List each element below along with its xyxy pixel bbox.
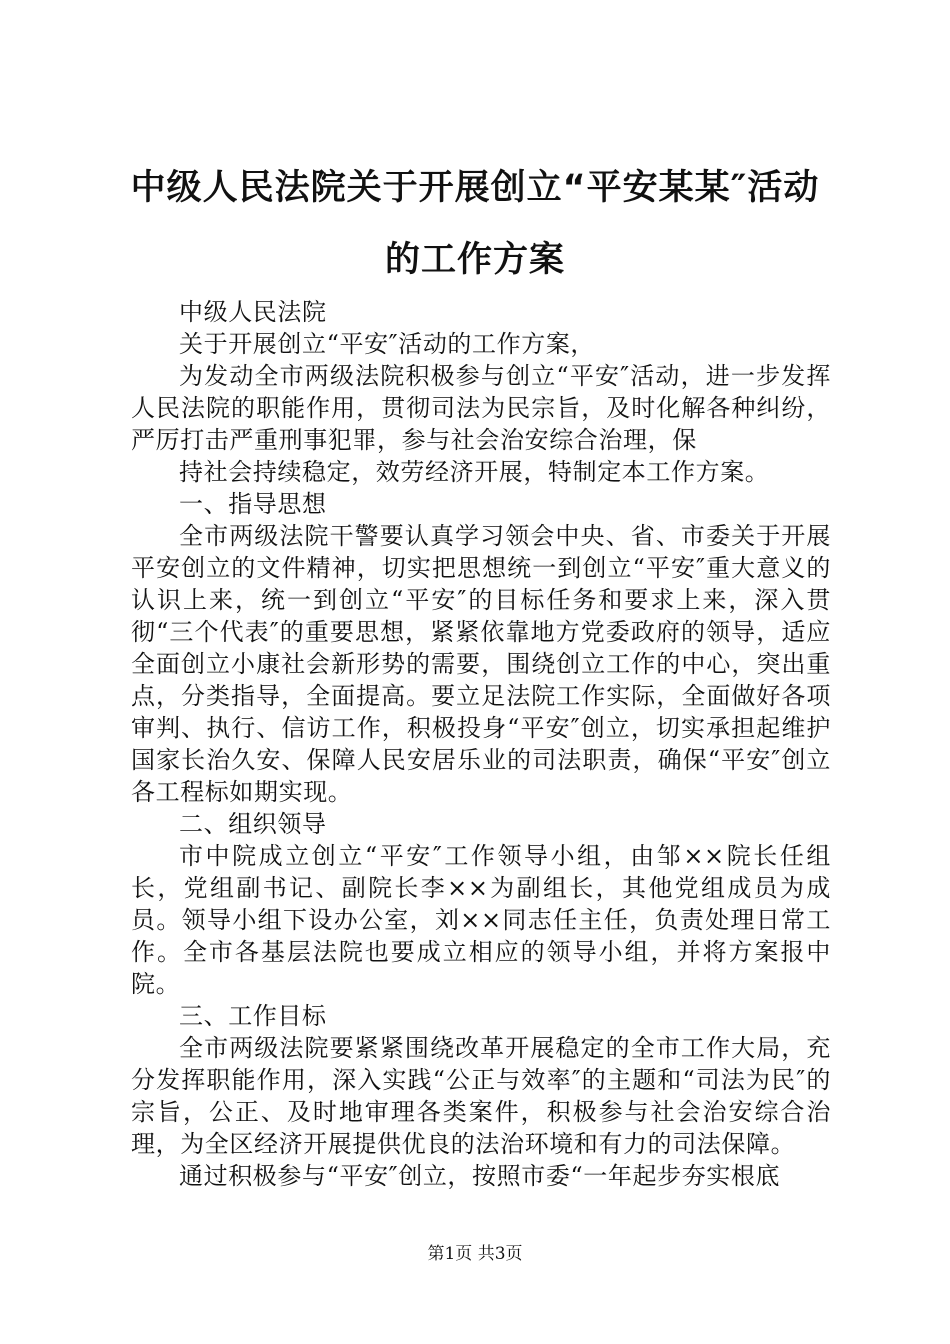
- paragraph-subject: 关于开展创立“平安″活动的工作方案，: [179, 330, 596, 358]
- paragraph-intro-continued: 持社会持续稳定，效劳经济开展，特制定本工作方案。: [179, 458, 770, 486]
- page-number-footer: 第1页 共3页: [427, 1244, 523, 1264]
- paragraph-work-goals: 全市两级法院要紧紧围绕改革开展稳定的全市工作大局，充分发挥职能作用，深入实践“公正与效率″的主题和“司法为民″的宗旨，公正、及时地审理各类案件，积极参与社会治安综合治理，为全区经济开展提供优良的法治环境和有力的司法保障。: [131, 1034, 831, 1158]
- title-line-1: 中级人民法院关于开展创立“平安某某″活动: [130, 168, 820, 208]
- section-heading-work-goals: 三、工作目标: [179, 1002, 327, 1030]
- document-body: [131, 296, 831, 1192]
- section-heading-organization: 二、组织领导: [179, 810, 327, 838]
- paragraph-organization: 市中院成立创立“平安″工作领导小组，由邹××院长任组长，党组副书记、副院长李××为副组长，其他党组成员为成员。领导小组下设办公室，刘××同志任主任，负责处理日常工作。全市各基层法院也要成立相应的领导小组，并将方案报中院。: [131, 842, 831, 998]
- title-line-2: 的工作方案: [384, 240, 565, 280]
- paragraph-guiding-ideology: 全市两级法院干警要认真学习领会中央、省、市委关于开展平安创立的文件精神，切实把思想统一到创立“平安″重大意义的认识上来，统一到创立“平安″的目标任务和要求上来，深入贯彻“三个代表″的重要思想，紧紧依靠地方党委政府的领导，适应全面创立小康社会新形势的需要，围绕创立工作的中心，突出重点，分类指导，全面提高。要立足法院工作实际，全面做好各项审判、执行、信访工作，积极投身“平安″创立，切实承担起维护国家长治久安、保障人民安居乐业的司法职责，确保“平安″创立各工程标如期实现。: [131, 522, 831, 806]
- section-heading-guiding-ideology: 一、指导思想: [179, 490, 327, 518]
- paragraph-work-goals-continued: 通过积极参与“平安″创立，按照市委“一年起步夯实根底: [179, 1162, 781, 1190]
- paragraph-court-name: 中级人民法院: [179, 298, 327, 326]
- paragraph-intro: 为发动全市两级法院积极参与创立“平安″活动，进一步发挥人民法院的职能作用，贯彻司法为民宗旨，及时化解各种纠纷，严厉打击严重刑事犯罪，参与社会治安综合治理，保: [131, 362, 831, 454]
- document-title: [80, 152, 870, 296]
